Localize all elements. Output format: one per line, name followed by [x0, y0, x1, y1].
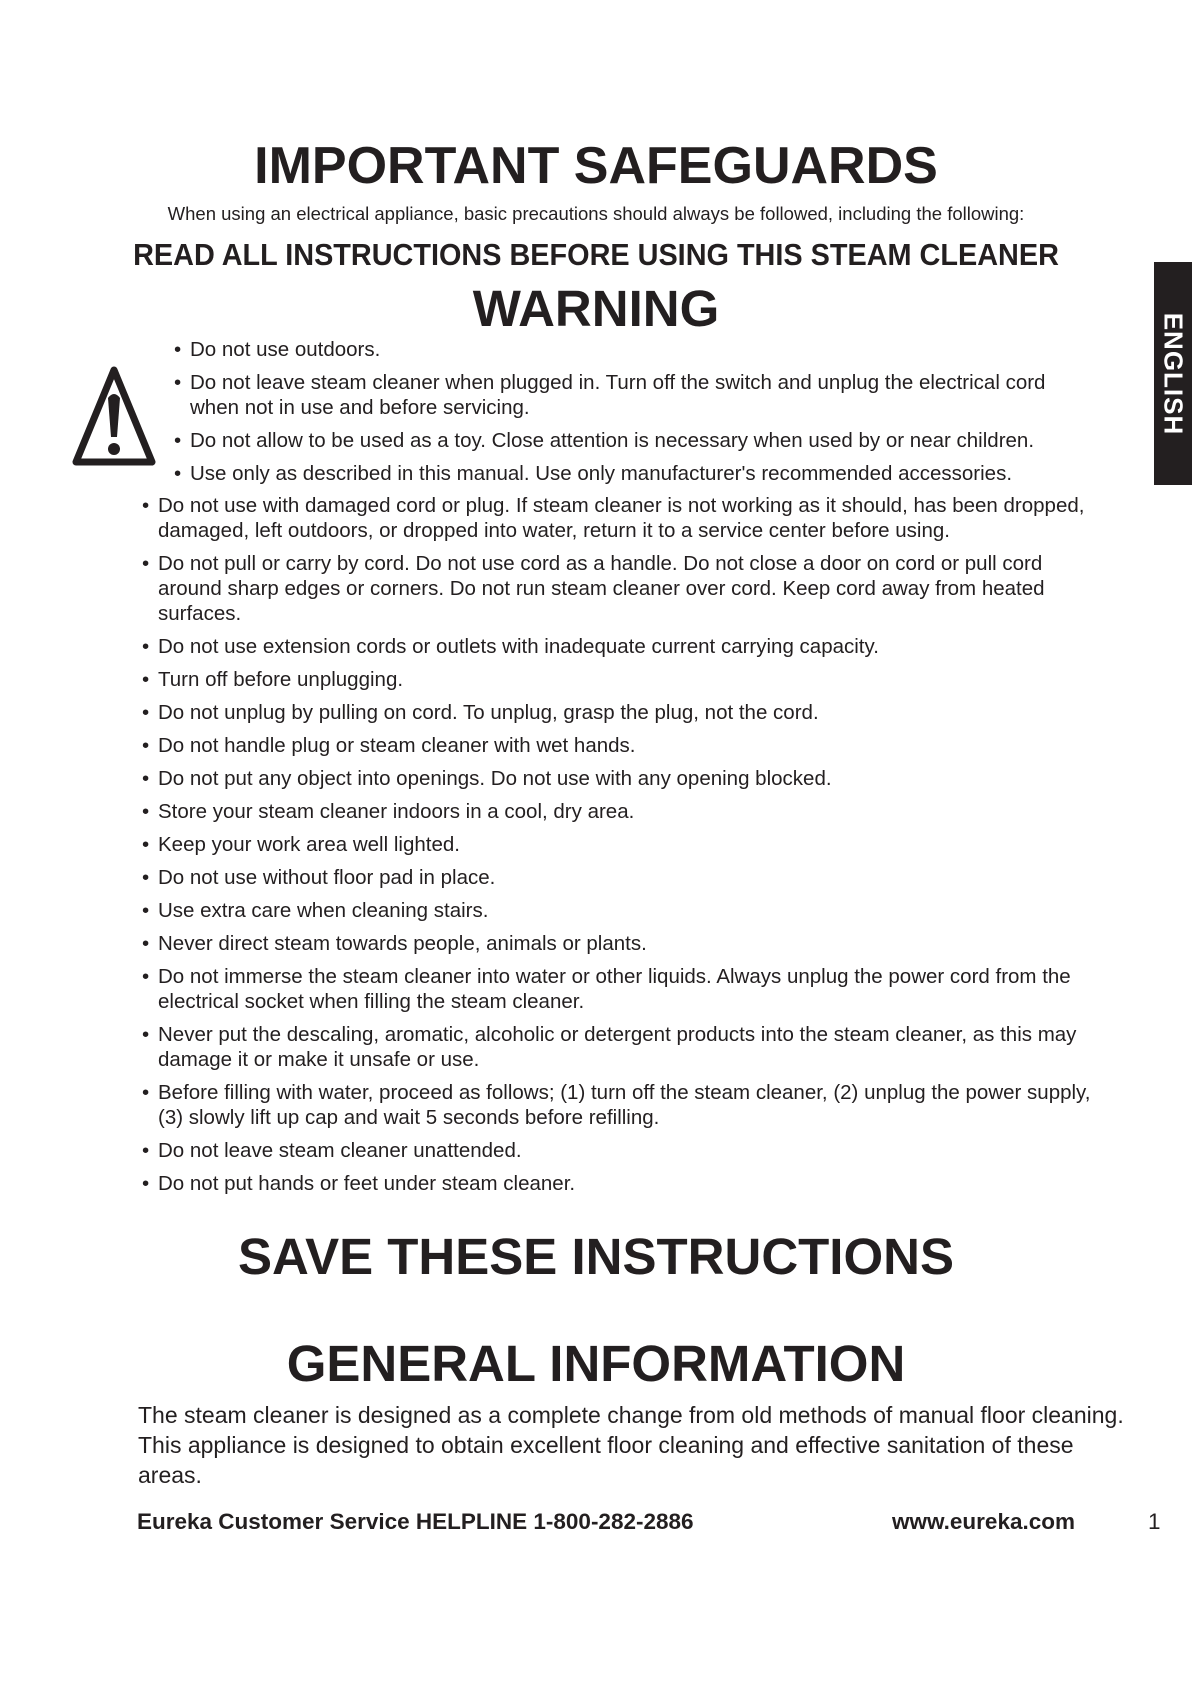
list-item: • Before filling with water, proceed as follows; (1) turn off the steam cleaner, (2) unplug the power supply, (3) slowly lift up cap and wait 5 seconds before refilling. [142, 1080, 1092, 1130]
list-item: • Do not handle plug or steam cleaner with wet hands. [142, 733, 1092, 758]
page-number: 1 [1148, 1509, 1161, 1534]
website-text: www.eureka.com [892, 1509, 1075, 1534]
intro-text: When using an electrical appliance, basic precautions should always be followed, including the following: [167, 203, 1025, 224]
language-tab [1154, 262, 1192, 485]
list-item: • Use only as described in this manual. Use only manufacturer's recommended accessories. [174, 461, 1094, 486]
language-tab-label: ENGLISH [1158, 312, 1189, 435]
list-item: • Use extra care when cleaning stairs. [142, 898, 1092, 923]
list-item: • Do not unplug by pulling on cord. To unplug, grasp the plug, not the cord. [142, 700, 1092, 725]
list-item: • Do not use outdoors. [174, 337, 1094, 362]
general-information-line: This appliance is designed to obtain excellent floor cleaning and effective sanitation of these areas. [138, 1432, 1074, 1488]
list-item: • Do not put any object into openings. Do not use with any opening blocked. [142, 766, 1092, 791]
save-instructions-heading: SAVE THESE INSTRUCTIONS [238, 1228, 954, 1285]
list-item: • Never put the descaling, aromatic, alcoholic or detergent products into the steam cleaner, as this may damage it or make it unsafe or use. [142, 1022, 1092, 1072]
list-item: • Do not use without floor pad in place. [142, 865, 1092, 890]
list-item: • Do not put hands or feet under steam cleaner. [142, 1171, 1092, 1196]
list-item: • Do not allow to be used as a toy. Close attention is necessary when used by or near children. [174, 428, 1094, 453]
list-item: • Never direct steam towards people, animals or plants. [142, 931, 1092, 956]
list-item: • Turn off before unplugging. [142, 667, 1092, 692]
list-item: • Do not pull or carry by cord. Do not use cord as a handle. Do not close a door on cord or pull cord around sharp edges or corners. Do not run steam cleaner over cord. Keep cord away from heated surfaces. [142, 551, 1092, 626]
helpline-text: Eureka Customer Service HELPLINE 1-800-282-2886 [137, 1509, 694, 1534]
general-information-heading: GENERAL INFORMATION [286, 1335, 906, 1392]
list-item: • Do not use with damaged cord or plug. If steam cleaner is not working as it should, has been dropped, damaged, left outdoors, or dropped into water, return it to a service center before using. [142, 493, 1092, 543]
safeguards-list [142, 493, 1092, 1204]
general-information-text [138, 1400, 1138, 1490]
page-title: IMPORTANT SAFEGUARDS [254, 137, 938, 195]
list-item: • Do not immerse the steam cleaner into water or other liquids. Always unplug the power cord from the electrical socket when filling the steam cleaner. [142, 964, 1092, 1014]
warning-heading: WARNING [472, 280, 720, 337]
list-item: • Keep your work area well lighted. [142, 832, 1092, 857]
list-item: • Do not leave steam cleaner when plugged in. Turn off the switch and unplug the electrical cord when not in use and before servicing. [174, 370, 1094, 420]
list-item: • Do not leave steam cleaner unattended. [142, 1138, 1092, 1163]
warning-list [174, 337, 1094, 494]
general-information-line: The steam cleaner is designed as a complete change from old methods of manual floor cleaning. [138, 1402, 1124, 1428]
warning-triangle-icon [72, 364, 156, 467]
list-item: • Do not use extension cords or outlets with inadequate current carrying capacity. [142, 634, 1092, 659]
list-item: • Store your steam cleaner indoors in a cool, dry area. [142, 799, 1092, 824]
read-instructions-heading: READ ALL INSTRUCTIONS BEFORE USING THIS STEAM CLEANER [133, 237, 1059, 272]
